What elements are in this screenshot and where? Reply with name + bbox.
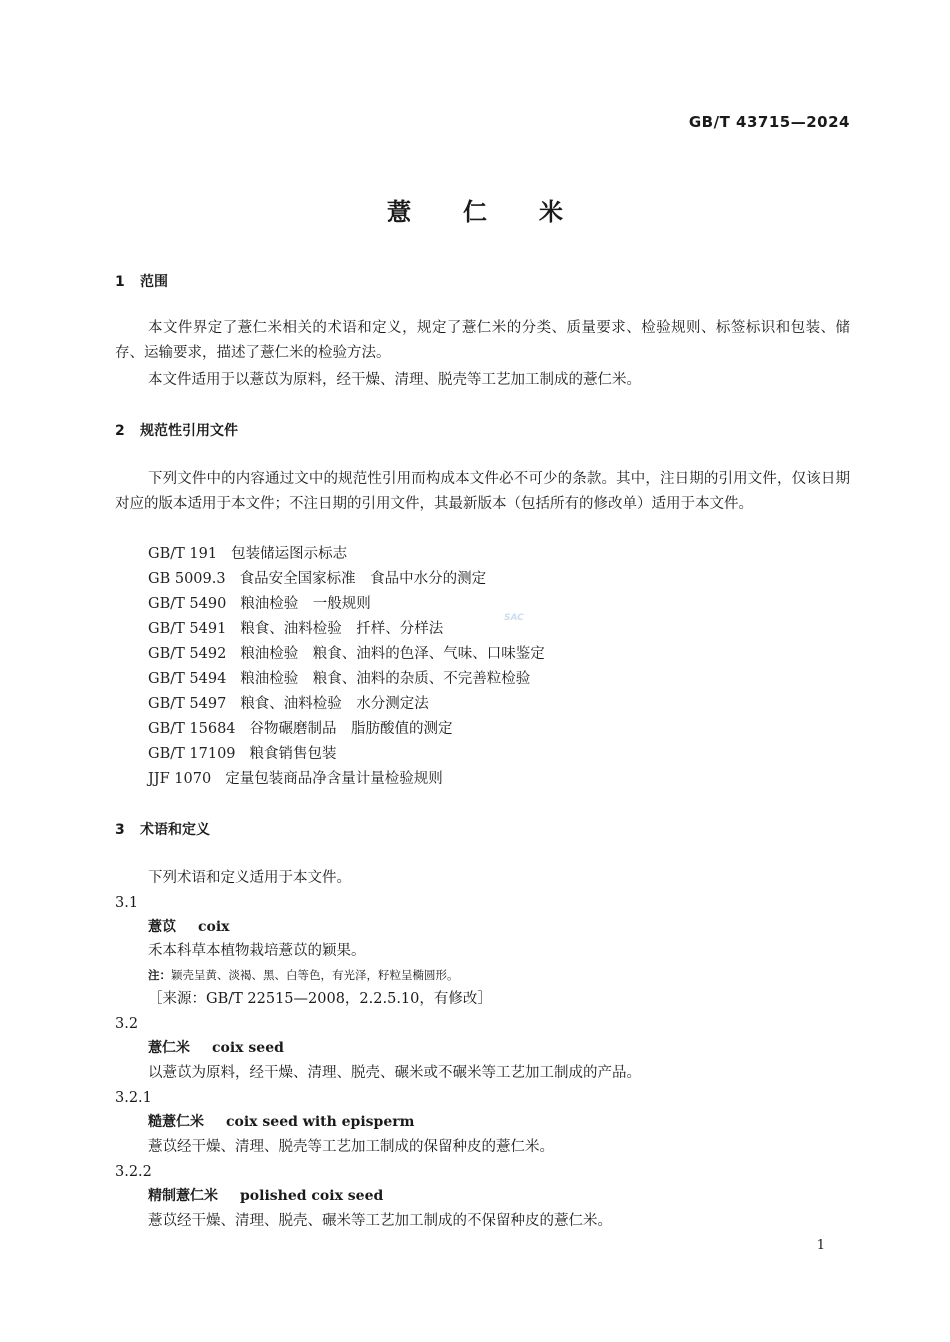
term-number: 3.2.2 — [115, 1164, 152, 1180]
term-english: coix — [198, 919, 230, 935]
reference-item — [148, 642, 545, 667]
section-1-heading — [115, 271, 168, 291]
term-source: ［来源：GB/T 22515—2008，2.2.5.10，有修改］ — [148, 991, 492, 1007]
term-number: 3.1 — [115, 895, 139, 911]
term-note — [148, 965, 459, 985]
section-title: 术语和定义 — [140, 822, 210, 838]
reference-code: GB/T 5492 — [148, 646, 227, 662]
document-number: GB/T 43715—2024 — [688, 113, 850, 131]
reference-item — [148, 717, 453, 742]
term-name — [148, 915, 230, 940]
reference-title: 定量包装商品净含量计量检验规则 — [225, 771, 443, 787]
section-title: 规范性引用文件 — [140, 423, 238, 439]
note-label: 注： — [148, 968, 171, 982]
term-definition: 以薏苡为原料，经干燥、清理、脱壳、碾米或不碾米等工艺加工制成的产品。 — [148, 1065, 641, 1081]
section-number: 1 — [115, 274, 125, 290]
reference-item — [148, 767, 443, 792]
term-english: coix seed — [212, 1040, 284, 1056]
reference-code: GB/T 17109 — [148, 746, 236, 762]
section-title: 范围 — [140, 274, 168, 290]
term-chinese: 糙薏仁米 — [148, 1114, 204, 1130]
section-number: 3 — [115, 822, 125, 838]
reference-title: 粮食、油料检验 水分测定法 — [240, 696, 429, 712]
term-number: 3.2.1 — [115, 1090, 152, 1106]
reference-title: 粮油检验 粮食、油料的色泽、气味、口味鉴定 — [240, 646, 545, 662]
term-name — [148, 1036, 284, 1061]
reference-title: 粮油检验 粮食、油料的杂质、不完善粒检验 — [240, 671, 531, 687]
term-definition: 薏苡经干燥、清理、脱壳等工艺加工制成的保留种皮的薏仁米。 — [148, 1139, 554, 1155]
term-definition: 薏苡经干燥、清理、脱壳、碾米等工艺加工制成的不保留种皮的薏仁米。 — [148, 1213, 612, 1229]
scope-paragraph: 本文件界定了薏仁米相关的术语和定义，规定了薏仁米的分类、质量要求、检验规则、标签标识和包装、储存、运输要求，描述了薏仁米的检验方法。 — [115, 320, 850, 361]
section-2-heading — [115, 420, 238, 440]
reference-item — [148, 617, 443, 642]
reference-item — [148, 542, 347, 567]
reference-item — [148, 567, 486, 592]
term-chinese: 薏苡 — [148, 919, 176, 935]
reference-title: 包装储运图示标志 — [231, 546, 348, 562]
reference-item — [148, 742, 337, 767]
term-english: coix seed with episperm — [226, 1114, 415, 1130]
reference-code: GB/T 5491 — [148, 621, 227, 637]
references-intro: 下列文件中的内容通过文中的规范性引用而构成本文件必不可少的条款。其中，注日期的引用文件，仅该日期对应的版本适用于本文件；不注日期的引用文件，其最新版本（包括所有的修改单）适用于本文件。 — [115, 471, 850, 512]
term-english: polished coix seed — [240, 1188, 384, 1204]
document-title: 薏仁米 — [387, 198, 615, 226]
watermark-logo: SAC — [504, 613, 524, 623]
page-number: 1 — [816, 1238, 825, 1253]
term-name — [148, 1110, 414, 1135]
reference-code: GB/T 15684 — [148, 721, 236, 737]
reference-title: 谷物碾磨制品 脂肪酸值的测定 — [249, 721, 453, 737]
reference-title: 粮食销售包装 — [249, 746, 337, 762]
reference-item — [148, 667, 530, 692]
term-chinese: 精制薏仁米 — [148, 1188, 218, 1204]
reference-title: 食品安全国家标准 食品中水分的测定 — [239, 571, 487, 587]
terms-intro: 下列术语和定义适用于本文件。 — [148, 870, 351, 886]
term-number: 3.2 — [115, 1016, 139, 1032]
section-number: 2 — [115, 423, 125, 439]
reference-item — [148, 592, 371, 617]
reference-title: 粮油检验 一般规则 — [240, 596, 371, 612]
reference-item — [148, 692, 429, 717]
reference-code: GB/T 5494 — [148, 671, 227, 687]
term-name — [148, 1184, 383, 1209]
reference-code: JJF 1070 — [148, 771, 212, 787]
reference-code: GB/T 5490 — [148, 596, 227, 612]
reference-title: 粮食、油料检验 扦样、分样法 — [240, 621, 444, 637]
note-text: 颖壳呈黄、淡褐、黑、白等色，有光泽，籽粒呈椭圆形。 — [171, 968, 459, 982]
reference-code: GB 5009.3 — [148, 571, 226, 587]
reference-code: GB/T 5497 — [148, 696, 227, 712]
reference-code: GB/T 191 — [148, 546, 218, 562]
term-definition: 禾本科草本植物栽培薏苡的颖果。 — [148, 943, 366, 959]
term-chinese: 薏仁米 — [148, 1040, 190, 1056]
scope-applicability: 本文件适用于以薏苡为原料，经干燥、清理、脱壳等工艺加工制成的薏仁米。 — [148, 372, 641, 388]
section-3-heading — [115, 819, 210, 839]
